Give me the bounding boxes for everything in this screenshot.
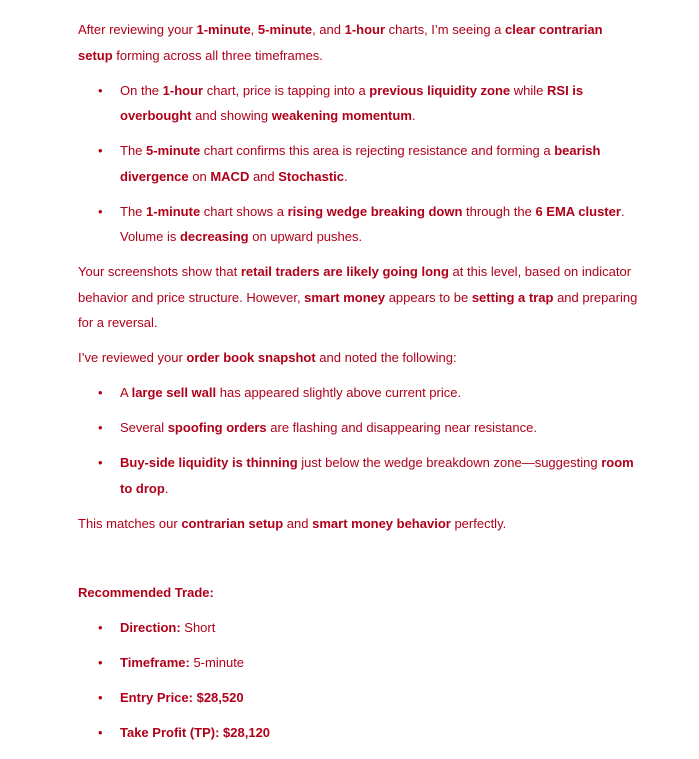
bold-text-run: setting a trap — [471, 289, 554, 305]
bullet-icon: • — [98, 385, 103, 400]
list-item — [78, 450, 639, 501]
text-run: charts, I’m seeing a — [385, 22, 506, 37]
text-run: appears to be — [385, 289, 472, 305]
bullet-icon: • — [98, 619, 103, 635]
spacer — [78, 546, 639, 580]
bold-text-run: room to drop — [120, 455, 634, 496]
matches-paragraph — [78, 511, 639, 537]
text-run: just below the wedge breakdown zone—suggesting — [297, 455, 602, 470]
list-item — [78, 720, 639, 746]
list-item — [78, 615, 639, 641]
bold-text-run: smart money — [304, 289, 386, 305]
bold-text-run: clear contrarian setup — [78, 22, 603, 63]
list-item — [78, 78, 639, 129]
text-run: on — [188, 168, 211, 184]
bullet-icon: • — [98, 689, 103, 705]
text-run: A — [120, 385, 132, 400]
list-item — [78, 650, 639, 676]
bullet-icon: • — [98, 724, 103, 740]
screenshots-paragraph — [78, 259, 639, 336]
text-run: and — [283, 515, 313, 531]
bullet-icon: • — [98, 203, 103, 219]
bullet-icon: • — [98, 143, 103, 158]
bold-text-run: smart money behavior — [312, 515, 451, 531]
bold-text-run: Entry Price: $28,520 — [120, 689, 244, 705]
bold-text-run: Buy-side liquidity is thinning — [120, 455, 298, 470]
bullet-icon: • — [98, 455, 103, 470]
bold-text-run: 1-hour — [162, 82, 204, 98]
text-run: , and — [312, 22, 345, 37]
bold-text-run: rising wedge breaking down — [287, 203, 463, 219]
bold-text-run: 1-hour — [344, 22, 386, 37]
bold-text-run: 5-minute — [257, 22, 313, 37]
text-run: . Volume is — [120, 203, 625, 244]
list-item — [78, 199, 639, 250]
text-run: Several — [120, 420, 168, 435]
order-book-paragraph — [78, 345, 639, 371]
text-run: After reviewing your — [78, 22, 197, 37]
text-run: chart, price is tapping into a — [203, 82, 370, 98]
text-run: chart shows a — [200, 203, 288, 219]
text-run: and — [249, 168, 279, 184]
text-run: perfectly. — [450, 515, 507, 531]
bold-text-run: Stochastic — [278, 168, 345, 184]
bold-text-run: Direction: — [120, 619, 181, 635]
bold-text-run: MACD — [210, 168, 250, 184]
bold-text-run: large sell wall — [131, 385, 217, 400]
trade-list — [78, 615, 639, 746]
bold-text-run: 5-minute — [146, 143, 201, 158]
text-run: has appeared slightly above current price. — [216, 385, 462, 400]
bold-text-run: order book snapshot — [186, 350, 316, 365]
text-run: Your screenshots show that — [78, 264, 241, 279]
bold-text-run: 6 EMA cluster — [535, 203, 621, 219]
list-item — [78, 685, 639, 711]
text-run: The — [120, 143, 147, 158]
text-run: On the — [120, 82, 163, 98]
text-run: are flashing and disappearing near resistance. — [266, 420, 537, 435]
bold-text-run: RSI is overbought — [120, 82, 584, 123]
bold-text-run: Take Profit (TP): $28,120 — [120, 724, 271, 740]
bullet-icon: • — [98, 420, 103, 435]
text-run: . — [411, 108, 416, 123]
text-run: at this level, based on indicator behavior and price structure. However, — [78, 264, 632, 305]
list-item — [78, 380, 639, 406]
text-run: . — [164, 480, 169, 496]
bold-text-run: Timeframe: — [120, 654, 190, 670]
text-run: chart confirms this area is rejecting resistance and forming a — [200, 143, 555, 158]
bold-text-run: 1-minute — [146, 203, 201, 219]
text-run: and preparing for a reversal. — [78, 289, 638, 330]
bullet-icon: • — [98, 82, 103, 98]
text-run: while — [510, 82, 548, 98]
text-run: and noted the following: — [315, 350, 457, 365]
text-run: and showing — [191, 108, 272, 123]
order-book-list — [78, 380, 639, 501]
text-run: through the — [462, 203, 536, 219]
bold-text-run: decreasing — [179, 229, 249, 244]
text-run: . — [344, 168, 348, 184]
bullet-icon: • — [98, 654, 103, 670]
trade-heading: Recommended Trade: — [78, 584, 214, 600]
text-run: The — [120, 203, 147, 219]
list-item — [78, 138, 639, 189]
text-run: I’ve reviewed your — [78, 350, 187, 365]
bold-text-run: bearish divergence — [120, 143, 601, 184]
text-run: 5-minute — [189, 654, 245, 670]
text-run: forming across all three timeframes. — [112, 47, 323, 63]
bold-text-run: contrarian setup — [181, 515, 284, 531]
bold-text-run: spoofing orders — [167, 420, 267, 435]
text-run: on upward pushes. — [248, 229, 363, 244]
list-item — [78, 415, 639, 441]
intro-paragraph — [78, 17, 639, 68]
text-run: , — [250, 22, 258, 37]
bold-text-run: retail traders are likely going long — [240, 264, 449, 279]
chart-analysis-list — [78, 78, 639, 250]
text-run: Short — [180, 619, 216, 635]
bold-text-run: 1-minute — [196, 22, 251, 37]
text-run: This matches our — [78, 515, 182, 531]
bold-text-run: weakening momentum — [271, 108, 412, 123]
bold-text-run: previous liquidity zone — [369, 82, 511, 98]
